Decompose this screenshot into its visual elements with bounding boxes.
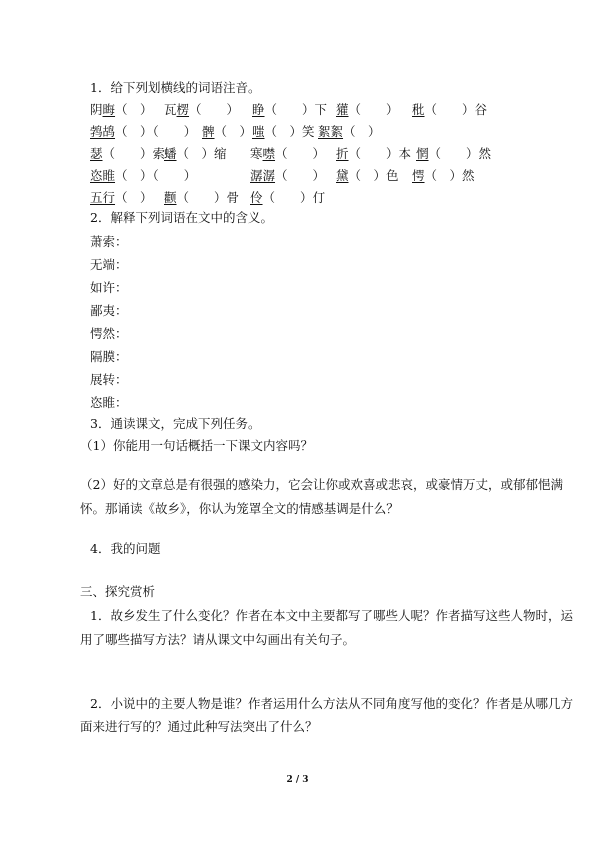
- section3-p2-line1: 2．小说中的主要人物是谁？作者运用什么方法从不同角度写他的变化？作者是从哪几方: [90, 696, 573, 711]
- q2-title: 2．解释下列词语在文中的含义。: [90, 210, 273, 225]
- section3-p1-line1: 1．故乡发生了什么变化？作者在本文中主要都写了哪些人呢？作者描写这些人物时，运: [90, 608, 573, 623]
- term-label: 愕然：: [90, 326, 128, 341]
- pinyin-item: 嗤（ ）笑: [252, 124, 315, 139]
- pinyin-item: 颧（ ）骨: [164, 190, 240, 205]
- term-label: 无端：: [90, 257, 128, 272]
- pinyin-item: 五行（ ）: [90, 190, 153, 205]
- term-label: 隔膜：: [90, 349, 128, 364]
- pinyin-item: 潺潺（ ）: [250, 168, 326, 183]
- pinyin-item: 蟠（ ）缩: [164, 146, 227, 161]
- section3-title: 三、探究赏析: [80, 584, 156, 599]
- q1-title: 1．给下列划横线的词语注音。: [90, 80, 261, 95]
- q3-sub2-line1: （2）好的文章总是有很强的感染力，它会让你或欢喜或悲哀，或豪情万丈，或郁郁悒满: [80, 477, 563, 492]
- pinyin-row-5: [90, 188, 510, 204]
- pinyin-item: 恣睢（ ）（ ）: [90, 168, 197, 183]
- section3-p2-line2: 面来进行写的？通过此种写法突出了什么？: [80, 719, 318, 734]
- pinyin-item: 伶（ ）仃: [250, 190, 326, 205]
- term-label: 如许：: [90, 280, 128, 295]
- pinyin-item: 瑟（ ）索: [90, 146, 166, 161]
- pinyin-item: 瓦楞（ ）: [164, 102, 240, 117]
- term-label: 展转：: [90, 372, 128, 387]
- pinyin-item: 寒噤（ ）: [250, 146, 326, 161]
- page-number: 2 / 3: [286, 775, 309, 785]
- pinyin-item: 獾（ ）: [336, 102, 399, 117]
- pinyin-row-1: [90, 100, 510, 116]
- q3-sub2-line2: 怀。那诵读《故乡》，你认为笼罩全文的情感基调是什么？: [80, 501, 399, 516]
- pinyin-row-3: [90, 144, 510, 160]
- pinyin-item: 折（ ）本: [336, 146, 412, 161]
- term-label: 恣睢：: [90, 395, 128, 410]
- pinyin-row-2: [90, 122, 510, 138]
- pinyin-item: 惘（ ）然: [416, 146, 492, 161]
- pinyin-item: 髀（ ）: [202, 124, 253, 139]
- pinyin-row-4: [90, 166, 510, 182]
- pinyin-item: 秕（ ）谷: [412, 102, 488, 117]
- pinyin-item: 絮絮（ ）: [318, 124, 381, 139]
- term-label: 萧索：: [90, 234, 128, 249]
- term-label: 鄙夷：: [90, 303, 128, 318]
- q3-title: 3．通读课文，完成下列任务。: [90, 416, 261, 431]
- pinyin-item: 阴晦（ ）: [90, 102, 153, 117]
- section3-p1-line2: 用了哪些描写方法？请从课文中勾画出有关句子。: [80, 632, 356, 647]
- pinyin-item: 愕（ ）然: [412, 168, 475, 183]
- pinyin-item: 黛（ ）色: [336, 168, 399, 183]
- q3-sub1: （1）你能用一句话概括一下课文内容吗？: [80, 438, 313, 453]
- pinyin-item: 鹁鸪（ ）（ ）: [90, 124, 197, 139]
- q4-title: 4．我的问题: [90, 541, 161, 556]
- pinyin-item: 睁（ ）下: [252, 102, 328, 117]
